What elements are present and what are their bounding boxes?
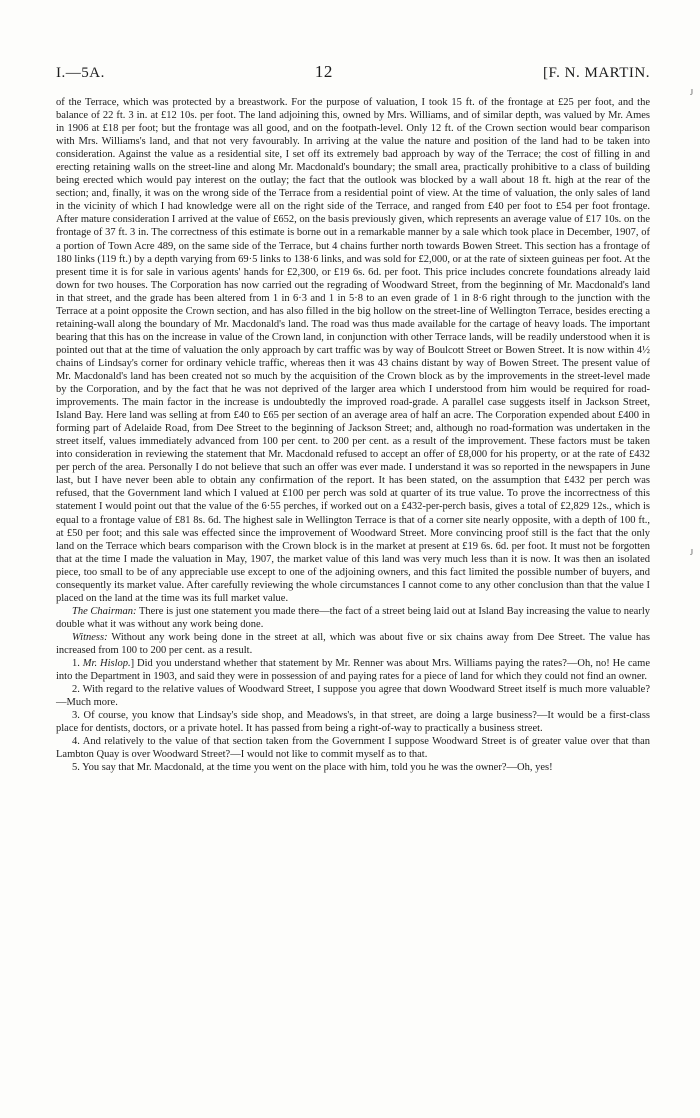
- speaker-label: The Chairman:: [72, 605, 137, 617]
- paragraph-text: Without any work being done in the street at all, which was about five or six chains away from Dee Street. The value has increased from 100 to 200 per cent. as a result.: [56, 631, 650, 656]
- page-number: 12: [314, 62, 333, 81]
- margin-mark: J: [690, 548, 694, 557]
- header-witness-name: [F. N. MARTIN.: [543, 65, 650, 81]
- body-text: [56, 96, 650, 774]
- speaker-label: Mr. Hislop.: [82, 658, 131, 670]
- running-header: [56, 62, 650, 82]
- paragraph-chairman: [56, 605, 650, 631]
- paragraph-text: There is just one statement you made there—the fact of a street being laid out at Island Bay increasing the value to nearly double what it was without any work being done.: [56, 605, 650, 630]
- paragraph-evidence-statement: of the Terrace, which was protected by a breastwork. For the purpose of valuation, I took 15 ft. of the frontage at £25 per foot, and the balance of 22 ft. 3 in. at £12 10s. per foot. The land adjoining this, owned by Mrs. Williams, and of similar depth, was valued by Mr. Ames in 1906 at £18 per foot; but the frontage was all good, and on the footpath-level. Only 12 ft. of the Crown section would bear comparison with Mrs. Williams's land, and that not very favourably. In arriving at the value the nature and position of the land had to be taken into consideration. Against the value as a residential site, I set off its extremely bad approach by way of the Terrace; the cost of filling in and erecting retaining walls on the street-line and along Mr. Macdonald's boundary; the small area, practically prohibitive to a class of building being erected which would pay interest on the outlay; the fact that the outlook was blocked by a wall about 18 ft. high at the rear of the section; and, finally, it was on the wrong side of the Terrace from a residential point of view. At the time of valuation, the only sales of land in the vicinity of which I had knowledge were all on the right side of the Terrace, and ranged from £40 per foot to £54 per foot frontage. After mature consideration I arrived at the value of £652, on the basis previously given, which represents an average value of £17 10s. on the frontage of 37 ft. 3 in. The correctness of this estimate is borne out in a remarkable manner by a sale which took place in December, 1907, of a portion of Town Acre 489, on the same side of the Terrace, but 4 chains further north towards Bowen Street. This section has a frontage of 180 links (119 ft.) by a depth varying from 69·5 links to 138·6 links, and was sold for £2,000, or at the rate of sixteen guineas per foot. At the present time it is for sale in various agents' hands for £2,300, or £19 6s. 6d. per foot. This price includes concrete foundations already laid down for two houses. The Corporation has now carried out the regrading of Woodward Street, from the beginning of Mr. Macdonald's land in that street, and the grade has been altered from 1 in 6·3 and 1 in 5·8 to an even grade of 1 in 8·6 right through to the junction with the Terrace at a point opposite the Crown section, and has also filled in the big hollow on the street-line of Wellington Terrace, besides erecting a retaining-wall along the boundary of Mr. Macdonald's land. The road was thus made available for the cartage of heavy loads. The important bearing that this has on the increase in value of the Crown land, in conjunction with other Terrace lands, will be readily understood when it is pointed out that at the time of valuation the only approach by cart traffic was by way of Boulcott Street or Bowen Street. It is now within 4½ chains of Lindsay's corner for ordinary vehicle traffic, whereas then it was 43 chains distant by way of Bowen Street. The present value of Mr. Macdonald's land has been created not so much by the acquisition of the Crown block as by the improvements in the street-level made by the Corporation, and by the fact that he was not deprived of the larger area which I understood from him would be required for road-improvements. The main factor in the increase is undoubtedly the improved road-grade. A parallel case suggests itself in Jackson Street, Island Bay. Here land was selling at from £40 to £65 per section of an average area of half an acre. The Corporation expended about £400 in forming part of Adelaide Road, from Dee Street to the beginning of Jackson Street; and, although no road-formation was undertaken in the street itself, values immediately advanced from 100 per cent. to 200 per cent. as a result of the improvement. These factors must be taken into consideration in reviewing the statement that Mr. Macdonald refused to accept an offer of £8,000 for his property, or at the rate of £432 per perch of the area. Personally I do not believe that such an offer was ever made. I understand it was so reported in the newspapers in June last, but I have never been able to obtain any confirmation of the report. It has been stated, on the assumption that £432 per perch was refused, that the Government land which I valued at £100 per perch was sold at quarter of its true value. To prove the incorrectness of this statement I would point out that the value of the 6·55 perches, if worked out on a £432-per-perch basis, gives a total of £2,829 12s., which is equal to a frontage value of £81 8s. 6d. The highest sale in Wellington Terrace is that of a corner site nearly opposite, with a depth of 100 ft., at £50 per foot; and this sale was effected since the improvement of Woodward Street. More convincing proof still is the fact that the only land on the Terrace which bears comparison with the Crown block is in the market at present at £19 6s. 6d. per foot. It must not be forgotten that at the time I made the valuation in May, 1907, the market value of this land was very much less than it is now. It was then an isolated piece, too small to be of any appreciable use except to one of the adjoining owners, and this fact limited the possible number of buyers, and consequently its market value. After carefully reviewing the whole circumstances I cannot come to any other conclusion than that the value I placed on the land at the time was its full market value.: [56, 97, 650, 604]
- paragraph-question-5: 5. You say that Mr. Macdonald, at the time you went on the place with him, told you he was the owner?—Oh, yes!: [72, 762, 553, 774]
- paragraph-text: ] Did you understand whether that statement by Mr. Renner was about Mrs. Williams paying the rates?—Oh, no! He came into the Department in 1903, and said they were in possession of and paying rates for a piece of land for which they could not find an owner.: [56, 658, 650, 683]
- document-page: [56, 62, 650, 774]
- paragraph-question-3: 3. Of course, you know that Lindsay's side shop, and Meadows's, in that street, are doing a large business?—It would be a first-class place for dentists, doctors, or a private hotel. It has passed from being a right-of-way to practically a business street.: [56, 710, 650, 735]
- paragraph-question-1: [56, 657, 650, 683]
- paragraph-question-2: 2. With regard to the relative values of Woodward Street, I suppose you agree that down Woodward Street itself is much more valuable?—Much more.: [56, 684, 650, 709]
- question-number: 1.: [72, 658, 83, 670]
- margin-mark: J: [690, 88, 694, 97]
- paragraph-question-4: 4. And relatively to the value of that section taken from the Government I suppose Woodward Street is of greater value over that than Lambton Quay is over Woodward Street?—I would not like to commit myself as to that.: [56, 736, 650, 761]
- header-reference: I.—5A.: [56, 65, 105, 81]
- speaker-label: Witness:: [72, 631, 108, 643]
- paragraph-witness: [56, 631, 650, 657]
